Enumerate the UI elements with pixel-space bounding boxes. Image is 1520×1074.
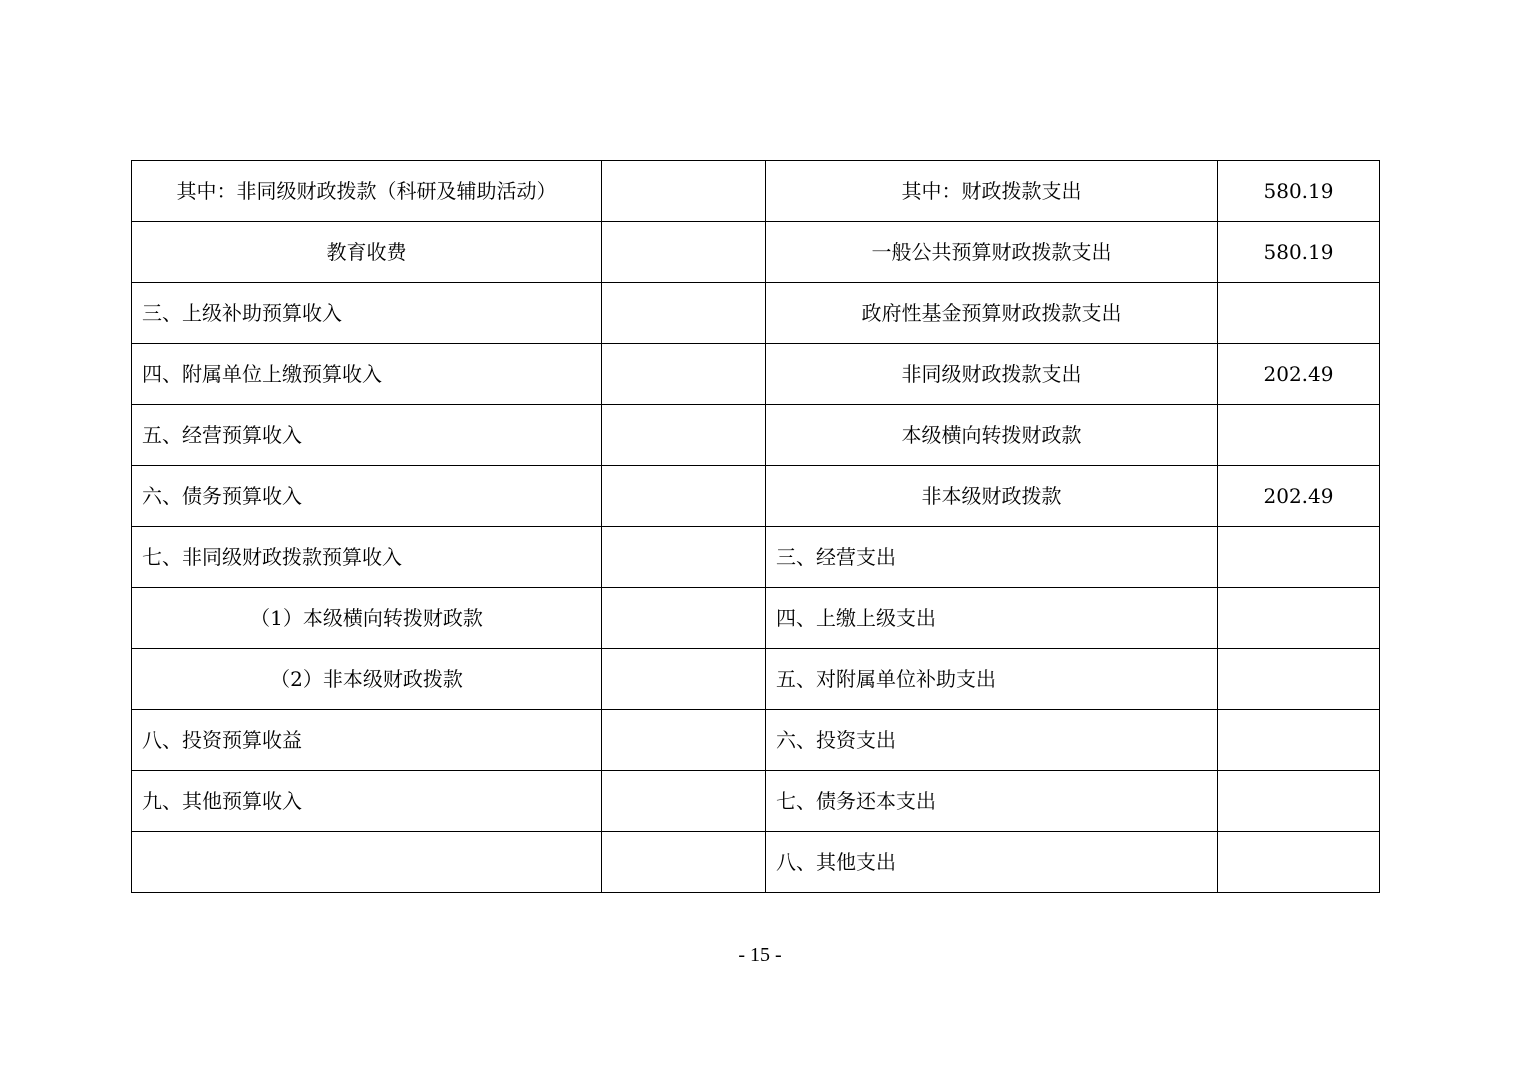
expenditure-item-value: 202.49	[1218, 466, 1380, 527]
expenditure-item-value	[1218, 771, 1380, 832]
table-row	[132, 161, 1380, 222]
table-row	[132, 344, 1380, 405]
revenue-item-value	[602, 588, 766, 649]
table-row	[132, 405, 1380, 466]
revenue-item-label: 其中：非同级财政拨款（科研及辅助活动）	[132, 161, 602, 222]
table-row	[132, 649, 1380, 710]
table-row	[132, 222, 1380, 283]
expenditure-item-value	[1218, 405, 1380, 466]
revenue-item-label: （2）非本级财政拨款	[132, 649, 602, 710]
expenditure-item-label: 三、经营支出	[766, 527, 1218, 588]
revenue-item-label: 六、债务预算收入	[132, 466, 602, 527]
revenue-item-label: 八、投资预算收益	[132, 710, 602, 771]
expenditure-item-label: 五、对附属单位补助支出	[766, 649, 1218, 710]
revenue-item-value	[602, 222, 766, 283]
revenue-item-value	[602, 405, 766, 466]
revenue-item-value	[602, 527, 766, 588]
revenue-item-label: 九、其他预算收入	[132, 771, 602, 832]
expenditure-item-label: 政府性基金预算财政拨款支出	[766, 283, 1218, 344]
expenditure-item-value	[1218, 649, 1380, 710]
table-row	[132, 588, 1380, 649]
revenue-item-label: 四、附属单位上缴预算收入	[132, 344, 602, 405]
revenue-item-value	[602, 771, 766, 832]
expenditure-item-label: 非本级财政拨款	[766, 466, 1218, 527]
revenue-item-label: 三、上级补助预算收入	[132, 283, 602, 344]
budget-revenue-expenditure-table	[131, 160, 1380, 893]
table-row	[132, 283, 1380, 344]
expenditure-item-value	[1218, 588, 1380, 649]
revenue-item-label: 教育收费	[132, 222, 602, 283]
table-row	[132, 832, 1380, 893]
expenditure-item-value	[1218, 283, 1380, 344]
expenditure-item-label: 六、投资支出	[766, 710, 1218, 771]
revenue-item-value	[602, 466, 766, 527]
expenditure-item-value	[1218, 832, 1380, 893]
expenditure-item-value: 202.49	[1218, 344, 1380, 405]
expenditure-item-value: 580.19	[1218, 161, 1380, 222]
revenue-item-value	[602, 710, 766, 771]
revenue-item-label	[132, 832, 602, 893]
table-row	[132, 771, 1380, 832]
revenue-item-value	[602, 161, 766, 222]
revenue-item-value	[602, 649, 766, 710]
expenditure-item-label: 本级横向转拨财政款	[766, 405, 1218, 466]
table-row	[132, 466, 1380, 527]
expenditure-item-value: 580.19	[1218, 222, 1380, 283]
expenditure-item-value	[1218, 710, 1380, 771]
revenue-item-value	[602, 283, 766, 344]
revenue-item-value	[602, 344, 766, 405]
revenue-item-value	[602, 832, 766, 893]
expenditure-item-label: 其中：财政拨款支出	[766, 161, 1218, 222]
revenue-item-label: 七、非同级财政拨款预算收入	[132, 527, 602, 588]
expenditure-item-label: 一般公共预算财政拨款支出	[766, 222, 1218, 283]
table-body	[132, 161, 1380, 893]
expenditure-item-label: 八、其他支出	[766, 832, 1218, 893]
expenditure-item-label: 非同级财政拨款支出	[766, 344, 1218, 405]
table-row	[132, 710, 1380, 771]
revenue-item-label: 五、经营预算收入	[132, 405, 602, 466]
expenditure-item-label: 四、上缴上级支出	[766, 588, 1218, 649]
expenditure-item-label: 七、债务还本支出	[766, 771, 1218, 832]
expenditure-item-value	[1218, 527, 1380, 588]
revenue-item-label: （1）本级横向转拨财政款	[132, 588, 602, 649]
page-number: - 15 -	[738, 944, 782, 966]
table-row	[132, 527, 1380, 588]
